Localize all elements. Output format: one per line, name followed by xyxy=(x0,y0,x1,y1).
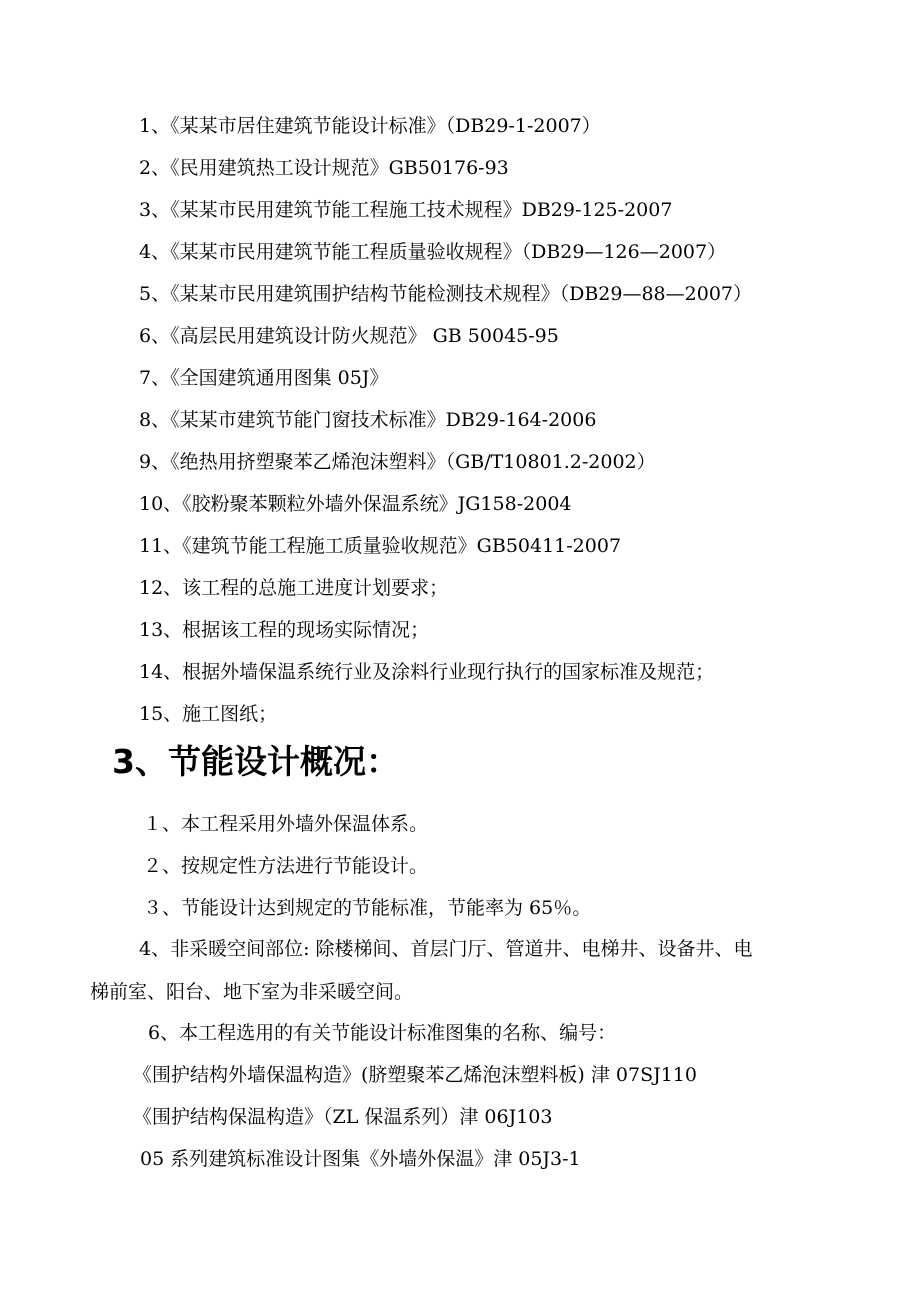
reference-item-15: 15、施工图纸； xyxy=(139,703,278,725)
atlas-item-1: 《围护结构外墙保温构造》(脐塑聚苯乙烯泡沫塑料板) 津 07SJ110 xyxy=(133,1064,697,1086)
reference-item-11: 11、《建筑节能工程施工质量验收规范》GB50411-2007 xyxy=(139,535,622,557)
section-item-6: 6、本工程选用的有关节能设计标准图集的名称、编号： xyxy=(148,1022,617,1044)
reference-item-12: 12、该工程的总施工进度计划要求； xyxy=(139,577,449,599)
reference-item-5: 5、《某某市民用建筑围护结构节能检测技术规程》（DB29—88—2007） xyxy=(139,283,752,305)
reference-item-1: 1、《某某市居住建筑节能设计标准》（DB29-1-2007） xyxy=(139,115,601,137)
section-item-2: ２、按规定性方法进行节能设计。 xyxy=(143,855,429,877)
section-item-3: ３、节能设计达到规定的节能标准，节能率为 65％。 xyxy=(143,897,592,919)
reference-item-4: 4、《某某市民用建筑节能工程质量验收规程》（DB29—126—2007） xyxy=(139,241,727,263)
section-heading: 3、节能设计概况： xyxy=(112,742,399,781)
reference-item-13: 13、根据该工程的现场实际情况； xyxy=(139,619,430,641)
reference-item-10: 10、《胶粉聚苯颗粒外墙外保温系统》JG158-2004 xyxy=(139,493,572,515)
reference-item-3: 3、《某某市民用建筑节能工程施工技术规程》DB29-125-2007 xyxy=(139,199,673,221)
reference-item-14: 14、根据外墙保温系统行业及涂料行业现行执行的国家标准及规范； xyxy=(139,661,715,683)
section-item-1: １、本工程采用外墙外保温体系。 xyxy=(143,813,429,835)
atlas-item-3: 05 系列建筑标准设计图集《外墙外保温》津 05J3-1 xyxy=(140,1148,581,1170)
reference-item-2: 2、《民用建筑热工设计规范》GB50176-93 xyxy=(139,157,509,179)
reference-item-7: 7、《全国建筑通用图集 05J》 xyxy=(139,367,389,389)
section-item-4-line-2: 梯前室、阳台、地下室为非采暖空间。 xyxy=(90,981,414,1003)
reference-item-8: 8、《某某市建筑节能门窗技术标准》DB29-164-2006 xyxy=(139,409,597,431)
reference-item-6: 6、《高层民用建筑设计防火规范》 GB 50045-95 xyxy=(139,325,559,347)
reference-item-9: 9、《绝热用挤塑聚苯乙烯泡沫塑料》（GB/T10801.2-2002） xyxy=(139,451,656,473)
section-item-4-line-1: 4、非采暖空间部位: 除楼梯间、首层门厅、管道井、电梯井、设备井、电 xyxy=(139,938,753,960)
atlas-item-2: 《围护结构保温构造》（ZL 保温系列）津 06J103 xyxy=(133,1106,553,1128)
